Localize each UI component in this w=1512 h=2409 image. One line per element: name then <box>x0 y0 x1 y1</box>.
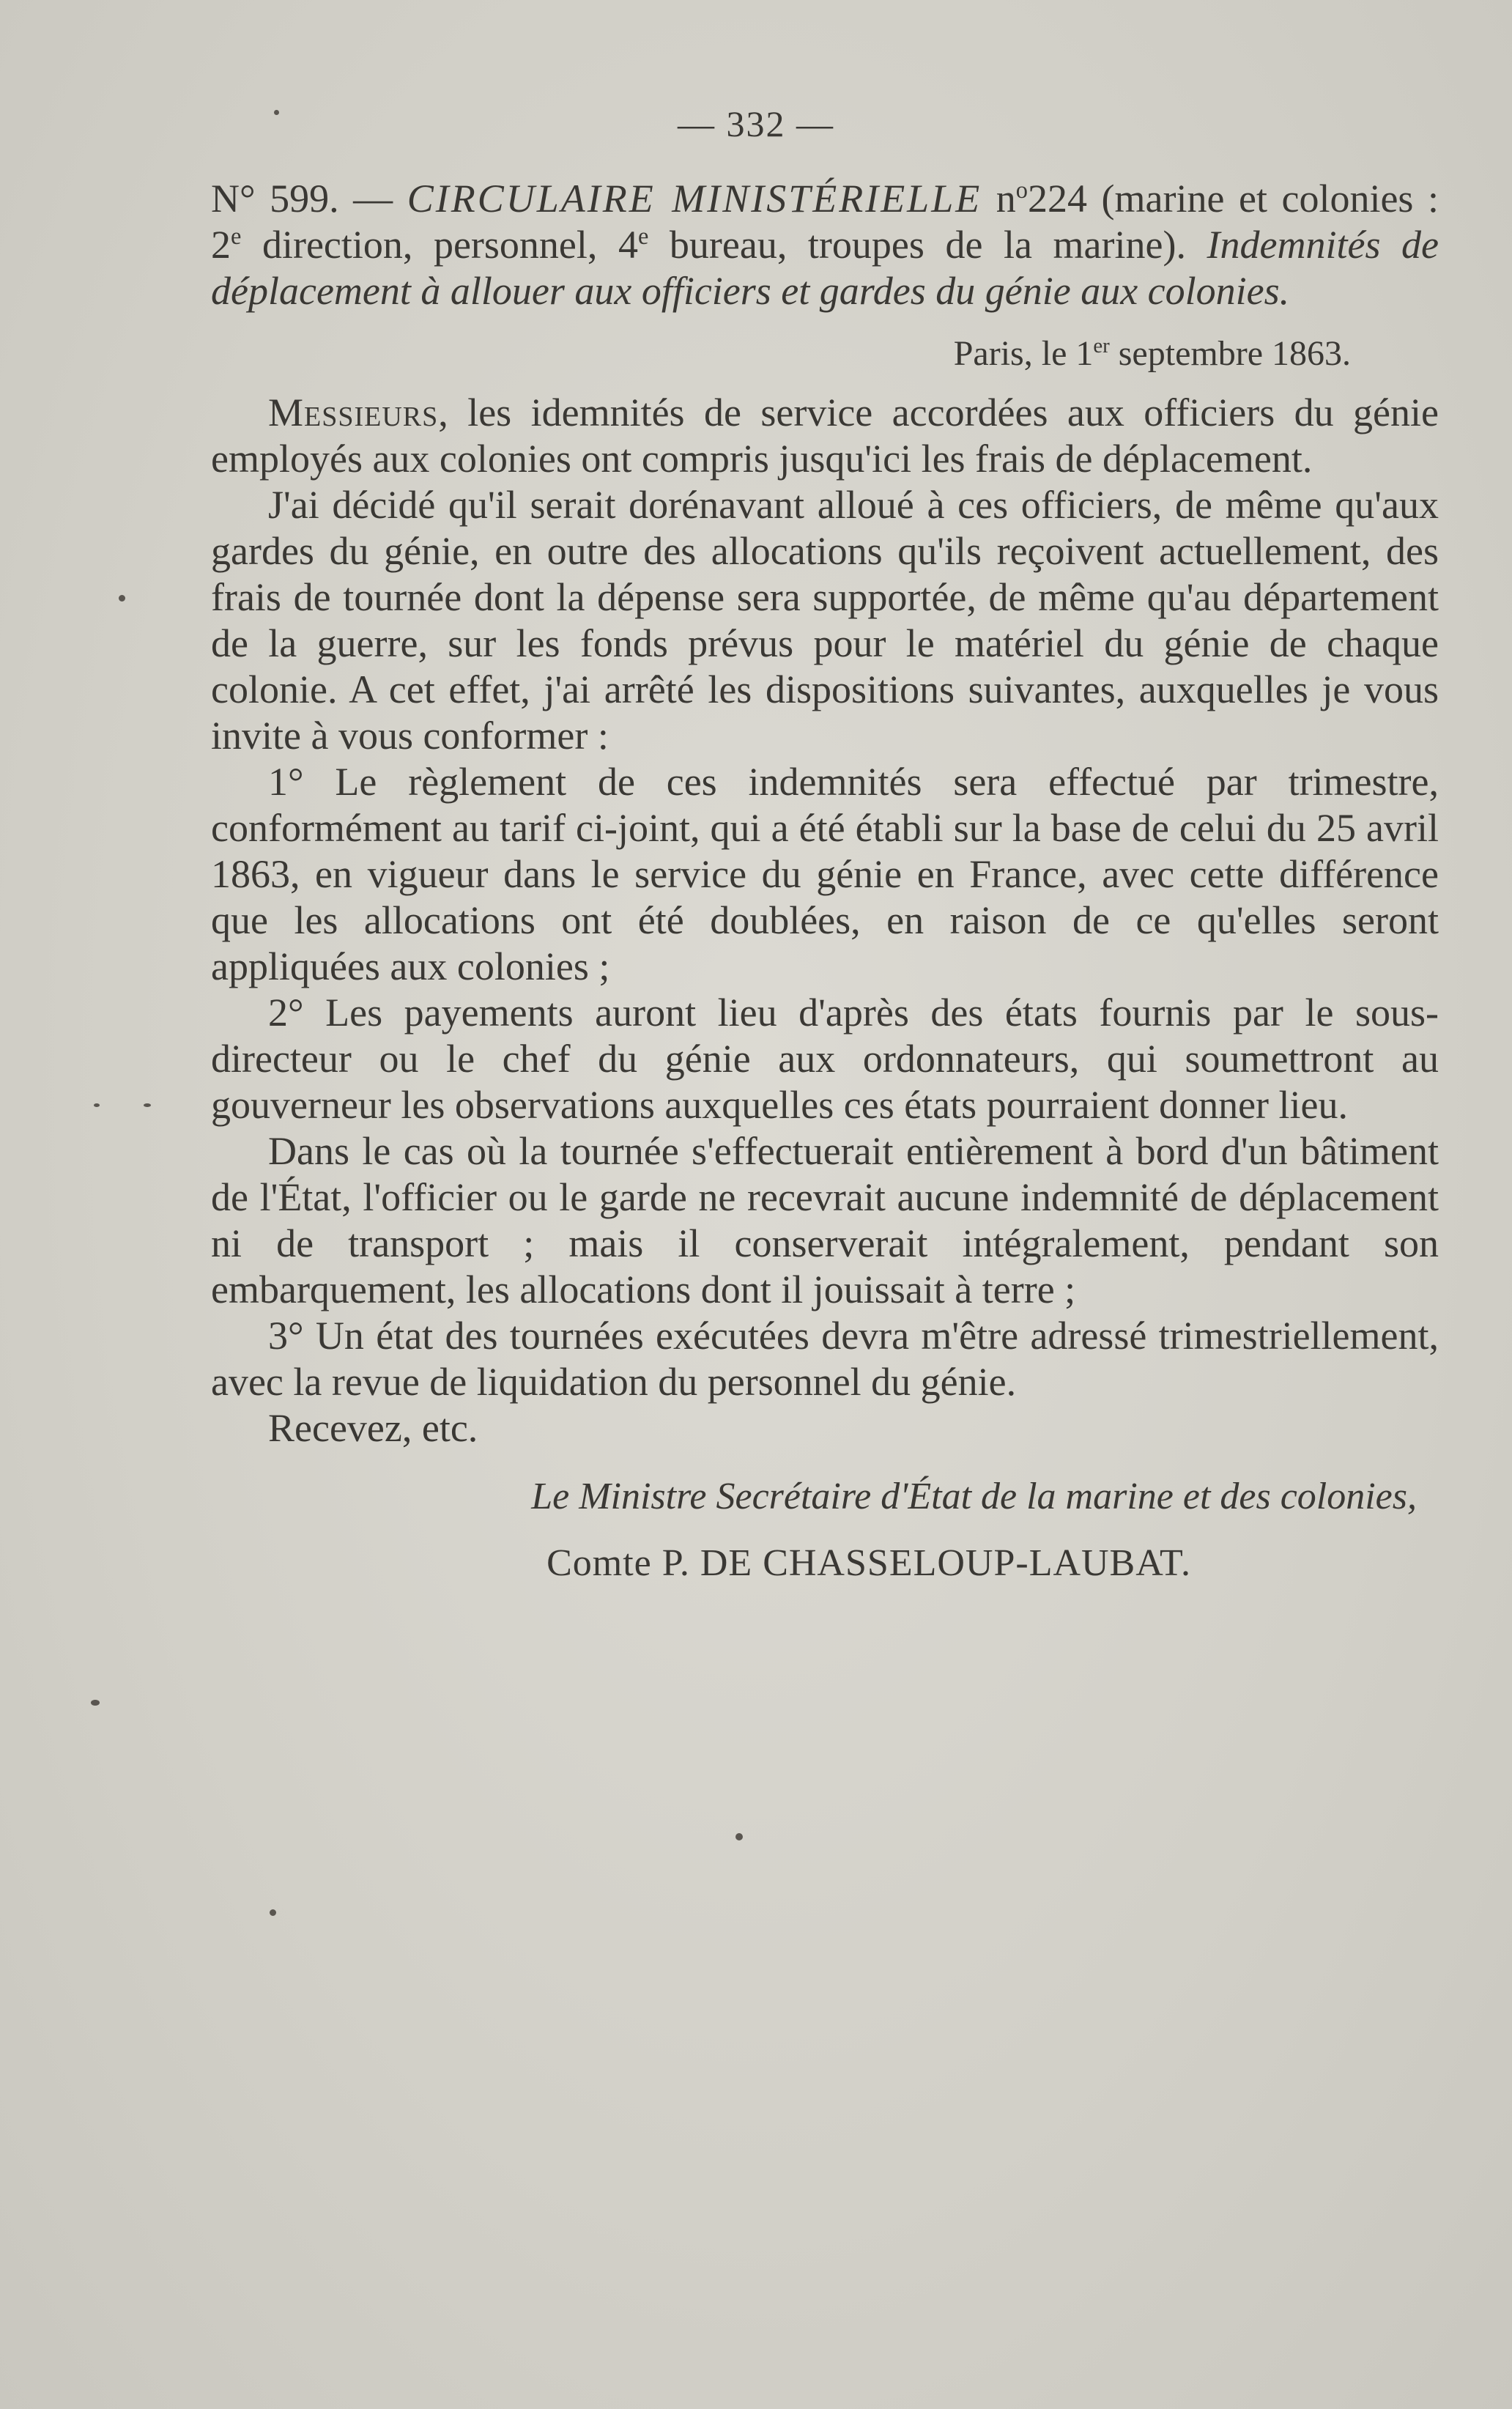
dateline-before: Paris, le 1 <box>953 334 1094 373</box>
circular-ref-desc-1: (marine et colonies : 2 <box>211 177 1439 267</box>
paragraph-1-text: , les idemnités de service accordées aux officiers du génie employés aux colonies ont compris jusqu'ici les frais de déplacement. <box>211 391 1439 481</box>
page-number: — 332 — <box>678 103 834 144</box>
circular-title: CIRCULAIRE MINISTÉRIELLE <box>407 177 982 221</box>
circular-number: N° 599. — <box>211 177 393 221</box>
paragraph-4: 2° Les payements auront lieu d'après des états fournis par le sous-directeur ou le chef du génie aux ordonnateurs, qui soumettront au gouverneur les observations auxquelles ces états pourraient donner lieu. <box>211 991 1439 1127</box>
paragraph-1 <box>211 390 1439 482</box>
print-speck <box>91 1700 100 1706</box>
paragraph-2: J'ai décidé qu'il serait dorénavant alloué à ces officiers, de même qu'aux gardes du génie, en outre des allocations qu'ils reçoivent actuellement, des frais de tournée dont la dépense sera supportée, de même qu'au département de la guerre, sur les fonds prévus pour le matériel du génie de chaque colonie. A cet effet, j'ai arrêté les dispositions suivantes, auxquelles je vous invite à vous conformer : <box>211 483 1439 758</box>
circular-ref-desc-2: direction, personnel, 4 <box>241 223 638 267</box>
circular-heading <box>211 176 1439 314</box>
print-speck <box>735 1833 743 1840</box>
circular-ref-prefix: n <box>996 177 1016 221</box>
print-speck <box>144 1103 151 1107</box>
print-speck <box>119 595 125 602</box>
superscript-e: e <box>637 223 649 250</box>
salutation: Messieurs <box>268 391 439 434</box>
paragraph-5: Dans le cas où la tournée s'effectuerait entièrement à bord d'un bâtiment de l'État, l'officier ou le garde ne recevrait aucune indemnité de déplacement ni de transport ; mais il conserverait intégralement, pendant son embarquement, les allocations dont il jouissait à terre ; <box>211 1129 1439 1311</box>
circular-ref-sup: o <box>1015 177 1028 204</box>
dateline-after: septembre 1863. <box>1109 334 1351 373</box>
paragraph-6: 3° Un état des tournées exécutées devra m'être adressé trimestriellement, avec la revue de liquidation du personnel du génie. <box>211 1314 1439 1404</box>
dateline <box>211 330 1439 377</box>
document-body <box>211 176 1439 1586</box>
paragraph-7: Recevez, etc. <box>268 1406 478 1450</box>
dateline-sup: er <box>1093 334 1110 358</box>
print-speck <box>94 1103 100 1107</box>
print-speck <box>270 1909 276 1916</box>
paragraph-3: 1° Le règlement de ces indemnités sera effectué par trimestre, conformément au tarif ci-joint, qui a été établi sur la base de celui du 25 avril 1863, en vigueur dans le service du génie en France, avec cette différence que les allocations ont été doublées, en raison de ce qu'elles seront appliquées aux colonies ; <box>211 760 1439 988</box>
circular-subject: Indemnités de déplacement à allouer aux officiers et gardes du génie aux colonies. <box>211 223 1439 313</box>
superscript-e: e <box>231 223 242 250</box>
signature-name: Comte P. DE CHASSELOUP-LAUBAT. <box>546 1542 1191 1584</box>
circular-ref-number: 224 <box>1027 177 1087 221</box>
signature-title: Le Ministre Secrétaire d'État de la marine et des colonies, <box>531 1476 1417 1517</box>
circular-ref-desc-3: bureau, troupes de la marine). <box>648 223 1186 267</box>
